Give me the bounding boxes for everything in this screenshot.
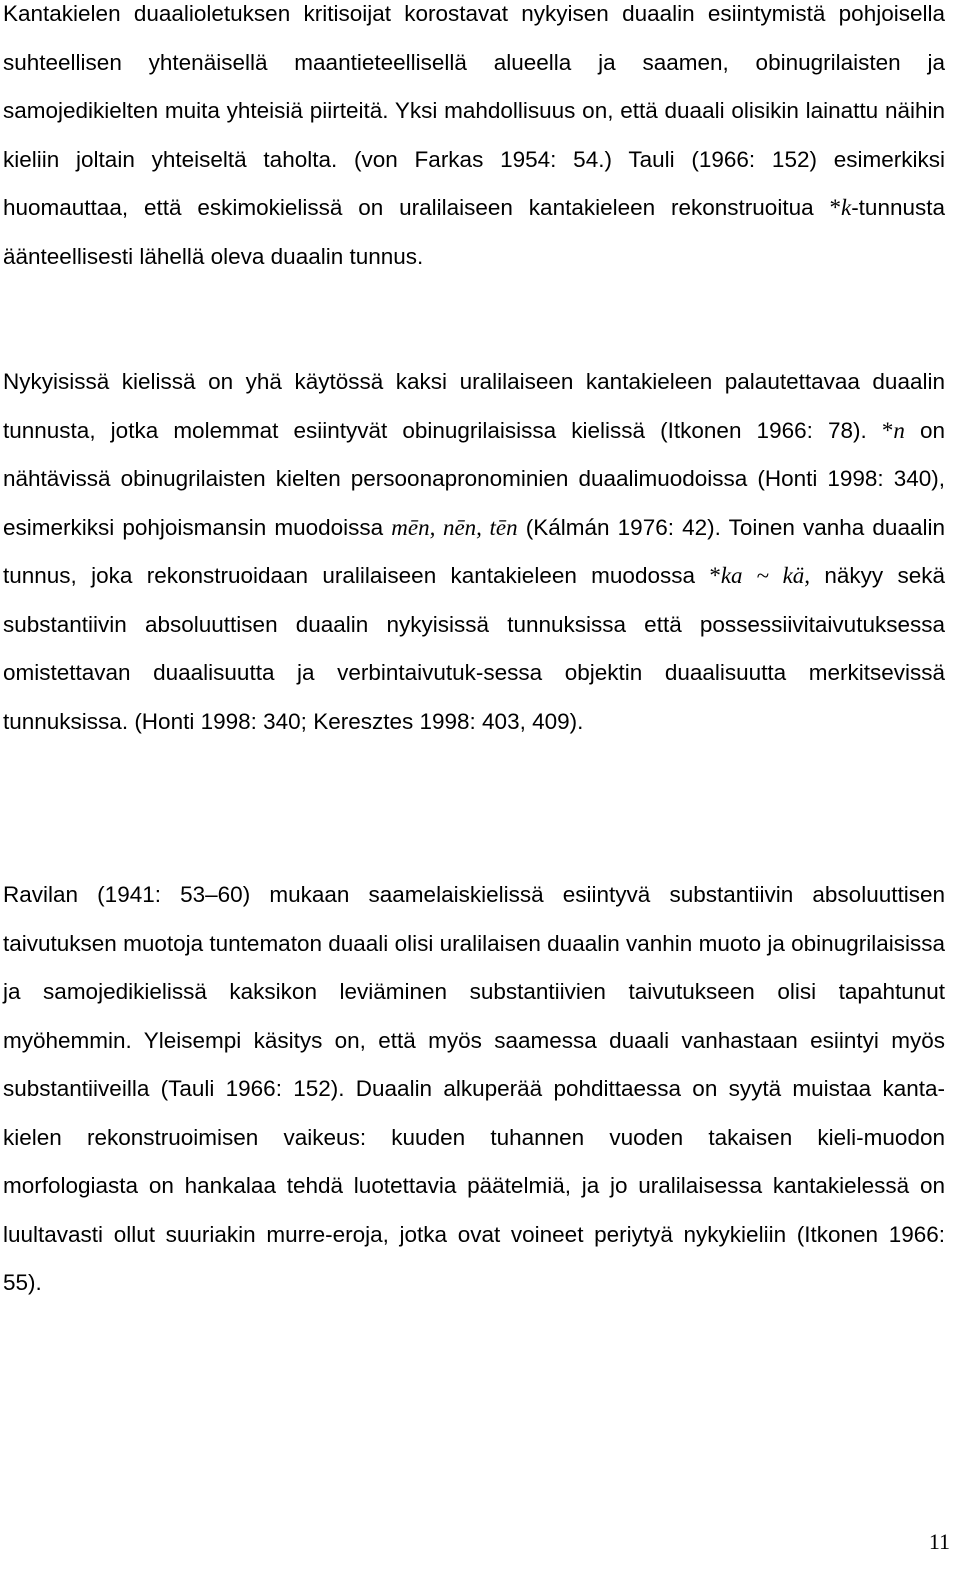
- paragraph-1: [3, 0, 945, 281]
- paragraph-2: [3, 358, 945, 746]
- paragraph-1-asterisk: *: [829, 195, 841, 220]
- paragraph-2-text-3: (Kálmán 1976: 42). Toinen vanha duaalin tunnus, joka rekonstruoidaan uralilaiseen kantakieleen muodossa: [3, 514, 945, 588]
- paragraph-2-italic-n: n: [893, 417, 905, 443]
- paragraph-3-text-1: Ravilan (1941: 53–60) mukaan saamelaiskielissä esiintyvä substantiivin absoluuttisen taivutuksen muotoja tuntematon duaali olisi uralilaisen duaalin vanhin muoto ja obinugrilaisissa ja samojedikielissä kaksikon leviäminen substantiivien taivutukseen olisi tapahtunut myöhemmin. Yleisempi käsitys on, että myös saamessa duaali vanhastaan esiintyi myös substantiiveilla (Tauli 1966: 152). Duaalin alkuperää pohdittaessa on syytä muistaa kanta-kielen rekonstruoimisen vaikeus: kuuden tuhannen vuoden takaisen kieli-muodon morfologiasta on hankalaa tehdä luotettavia päätelmiä, ja jo uralilaisessa kantakielessä on luultavasti ollut suuriakin murre-eroja, jotka ovat voineet periytyä nykykieliin (Itkonen 1966: 55).: [3, 882, 945, 1295]
- paragraph-1-text-2: -tunnusta äänteellisesti lähellä oleva duaalin tunnus.: [3, 195, 945, 269]
- paragraph-2-text-2: on nähtävissä obinugrilaisten kielten persoonapronominien duaalimuodoissa (Honti 1998: 340), esimerkiksi pohjoismansin muodoissa: [3, 417, 945, 540]
- paragraph-2-asterisk-2: *: [709, 563, 721, 588]
- paragraph-2-text-4: näkyy sekä substantiivin absoluuttisen duaalin nykyisissä tunnuksissa että possessiivitaivutuksessa omistettavan duaalisuutta ja verbintaivutuk-sessa objektin duaalisuutta merkitsevissä tunnuksissa. (Honti 1998: 340; Keresztes 1998: 403, 409).: [3, 563, 945, 734]
- paragraph-1-italic-k: k: [840, 195, 852, 220]
- paragraph-1-text-1: Kantakielen duaalioletuksen kritisoijat korostavat nykyisen duaalin esiintymistä pohjoisella suhteellisen yhtenäisellä maantieteellisellä alueella ja saamen, obinugrilaisten ja samojedikielten muita yhteisiä piirteitä. Yksi mahdollisuus on, että duaali olisikin lainattu näihin kieliin joltain yhteiseltä taholta. (von Farkas 1954: 54.) Tauli (1966: 152) esimerkiksi huomauttaa, että eskimokielissä on uralilaiseen kantakieleen rekonstruoitua: [3, 1, 945, 220]
- paragraph-2-text-1: Nykyisissä kielissä on yhä käytössä kaksi uralilaiseen kantakieleen palautettavaa duaalin tunnusta, jotka molemmat esiintyvät obinugrilaisissa kielissä (Itkonen 1966: 78).: [3, 369, 945, 443]
- paragraph-3: [3, 871, 945, 1308]
- paragraph-2-asterisk-1: *: [881, 417, 894, 443]
- paragraph-2-italic-ka: ka ~ kä,: [720, 563, 811, 588]
- paragraph-2-italic-forms: mēn, nēn, tēn: [391, 514, 518, 540]
- page-number: 11: [928, 1529, 950, 1554]
